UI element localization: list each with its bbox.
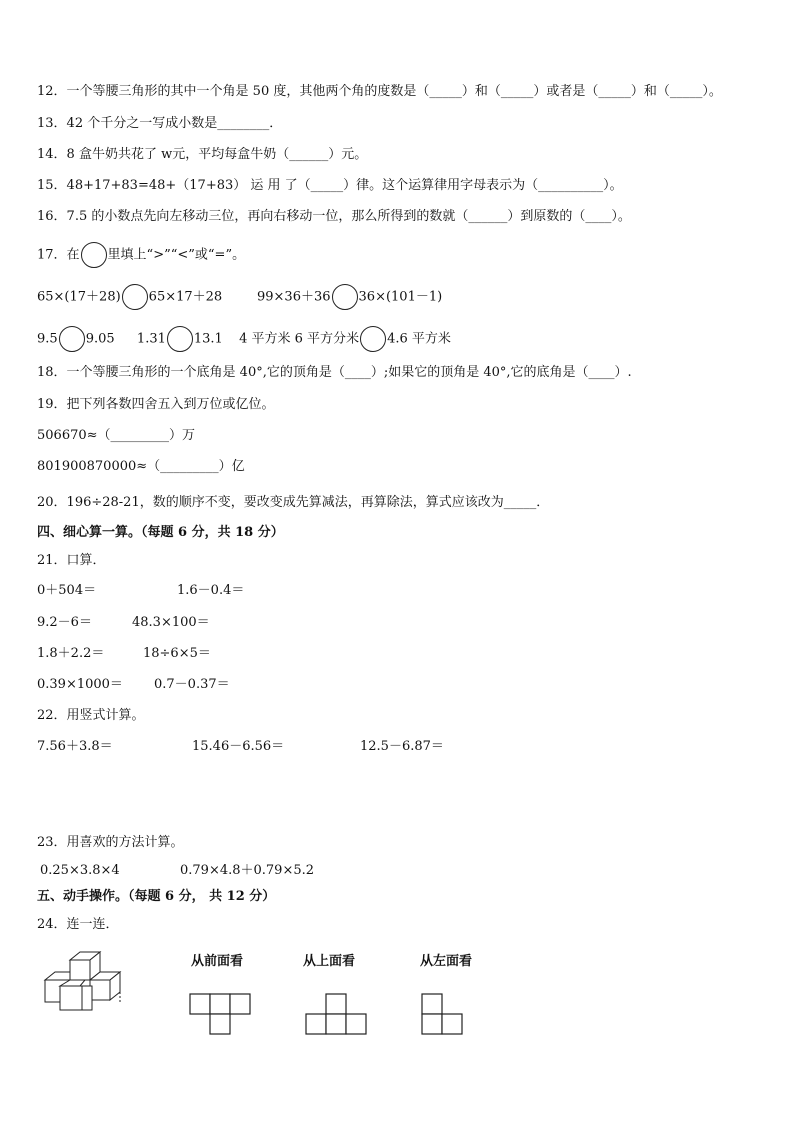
compare-row-2 — [37, 326, 451, 352]
question-19a: 506670≈（_________）万 — [37, 428, 196, 443]
expr: 36×(101－1) — [358, 289, 443, 305]
expr: 65×17＋28 — [148, 289, 223, 305]
left-view-figure[interactable] — [418, 990, 468, 1038]
view-label-front: 从前面看 — [191, 954, 244, 969]
view-label-top: 从上面看 — [303, 954, 356, 969]
top-view-figure[interactable] — [302, 990, 372, 1038]
question-17-suffix: 里填上“>”“<”或“=”。 — [107, 247, 246, 263]
expr: 9.5 — [37, 331, 58, 347]
question-15: 15．48+17+83=48+（17+83） 运 用 了（_____）律。这个运算律用字母表示为（__________）。 — [37, 178, 623, 193]
compare-circle[interactable] — [360, 326, 386, 352]
question-16: 16．7.5 的小数点先向左移动三位，再向右移动一位，那么所得到的数就（______）到原数的（____）。 — [37, 209, 631, 224]
vertical-calc-item: 12.5－6.87＝ — [360, 739, 444, 754]
mental-calc-item: 9.2－6＝ — [37, 615, 92, 630]
expr: 9.05 — [85, 331, 115, 347]
vertical-calc-item: 7.56＋3.8＝ — [37, 739, 113, 754]
mental-calc-item: 48.3×100＝ — [132, 615, 210, 630]
expr: 13.1 — [193, 331, 223, 347]
simplify-calc-item: 0.79×4.8＋0.79×5.2 — [180, 863, 315, 878]
compare-circle[interactable] — [332, 284, 358, 310]
cube-stack-figure — [40, 948, 140, 1018]
mental-calc-item: 0＋504＝ — [37, 583, 97, 598]
compare-row-1b — [257, 284, 442, 310]
simplify-calc-item: 0.25×3.8×4 — [40, 863, 120, 878]
question-20: 20．196÷28-21，数的顺序不变，要改变成先算减法，再算除法，算式应该改为_____． — [37, 495, 550, 510]
section-4-heading: 四、细心算一算。（每题 6 分，共 18 分） — [37, 525, 284, 540]
question-12: 12．一个等腰三角形的其中一个角是 50 度，其他两个角的度数是（_____）和（_____）或者是（_____）和（_____）。 — [37, 84, 722, 99]
mental-calc-item: 18÷6×5＝ — [143, 646, 211, 661]
expr: 99×36＋36 — [257, 289, 331, 305]
question-22: 22．用竖式计算。 — [37, 708, 145, 723]
mental-calc-item: 0.7－0.37＝ — [154, 677, 230, 692]
expr: 1.31 — [136, 331, 166, 347]
question-14: 14．8 盒牛奶共花了 w元，平均每盒牛奶（______）元。 — [37, 147, 368, 162]
compare-row-1 — [37, 284, 222, 310]
expr: 4 平方米 6 平方分米 — [239, 331, 360, 347]
question-21: 21．口算． — [37, 553, 106, 568]
mental-calc-item: 1.8＋2.2＝ — [37, 646, 105, 661]
question-19: 19．把下列各数四舍五入到万位或亿位。 — [37, 397, 275, 412]
compare-circle[interactable] — [59, 326, 85, 352]
section-5-heading: 五、动手操作。（每题 6 分， 共 12 分） — [37, 889, 276, 904]
question-13: 13．42 个千分之一写成小数是________． — [37, 116, 283, 131]
question-17 — [37, 242, 245, 268]
question-23: 23．用喜欢的方法计算。 — [37, 835, 184, 850]
mental-calc-item: 0.39×1000＝ — [37, 677, 123, 692]
expr: 65×(17＋28) — [37, 289, 121, 305]
compare-circle[interactable] — [81, 242, 107, 268]
front-view-figure[interactable] — [186, 990, 256, 1038]
question-24: 24．连一连． — [37, 917, 119, 932]
view-label-left: 从左面看 — [420, 954, 473, 969]
question-19b: 801900870000≈（_________）亿 — [37, 459, 245, 474]
question-18: 18．一个等腰三角形的一个底角是 40°,它的顶角是（____）;如果它的顶角是 40°,它的底角是（____）. — [37, 365, 632, 380]
mental-calc-item: 1.6－0.4＝ — [177, 583, 245, 598]
compare-circle[interactable] — [122, 284, 148, 310]
question-17-prefix: 17．在 — [37, 247, 80, 263]
expr: 4.6 平方米 — [387, 331, 451, 347]
compare-circle[interactable] — [167, 326, 193, 352]
vertical-calc-item: 15.46－6.56＝ — [192, 739, 285, 754]
